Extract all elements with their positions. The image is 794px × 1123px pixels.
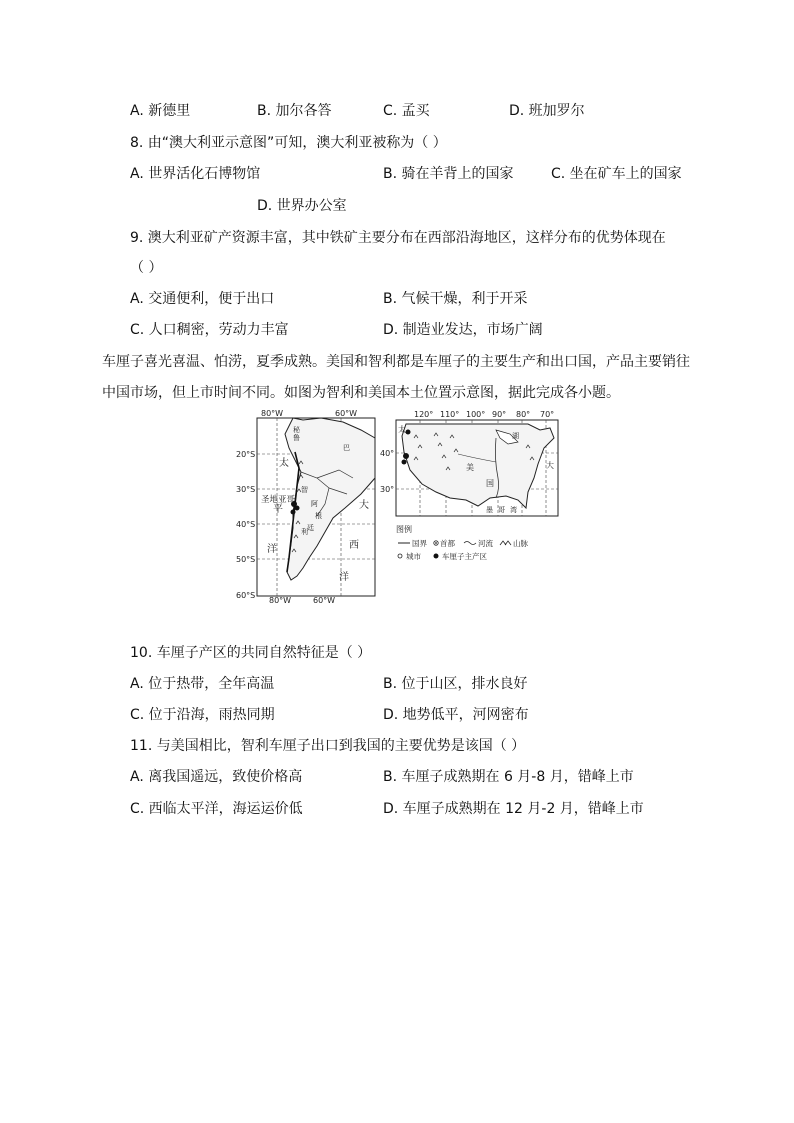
map-usa-lon-100: 100°: [466, 410, 486, 419]
legend-cherry-area: 车厘子主产区: [442, 552, 487, 561]
q10-option-d: D. 地势低平，河网密布: [383, 707, 529, 723]
map-usa: [378, 408, 563, 564]
q7-option-b: B. 加尔各答: [257, 103, 332, 119]
map-usa-lon-80: 80°: [516, 410, 531, 419]
q11-option-b: B. 车厘子成熟期在 6 月-8 月，错峰上市: [383, 769, 634, 785]
map-usa-gulf-1: 墨: [486, 506, 493, 514]
q9-stem-cont: （ ）: [130, 260, 163, 276]
q8-option-b: B. 骑在羊背上的国家: [383, 166, 514, 182]
q11-option-a: A. 离我国遥远，致使价格高: [130, 769, 303, 785]
q8-stem: 8. 由“澳大利亚示意图”可知，澳大利亚被称为（ ）: [130, 135, 447, 151]
map-legend: [398, 538, 528, 561]
map-chile-lon-bottom-2: 60°W: [313, 596, 336, 604]
map-usa-lat-40: 40°: [380, 449, 395, 458]
q9-stem: 9. 澳大利亚矿产资源丰富，其中铁矿主要分布在西部沿海地区，这样分布的优势体现在: [130, 230, 666, 246]
map-chile-label-li: 利: [301, 528, 308, 536]
map-usa-lon-70: 70°: [540, 410, 555, 419]
q9-option-c: C. 人口稠密，劳动力丰富: [130, 322, 289, 338]
map-usa-gulf-2: 哥: [498, 506, 505, 514]
map-chile-lat-20: 20°S: [236, 450, 256, 459]
q11-stem: 11. 与美国相比，智利车厘子出口到我国的主要优势是该国（ ）: [130, 738, 526, 754]
q10-option-b: B. 位于山区，排水良好: [383, 676, 528, 692]
map-chile-lat-30: 30°S: [236, 485, 256, 494]
map-chile-atlantic-1: 大: [359, 500, 369, 511]
legend-city: 城市: [406, 552, 421, 561]
map-chile-label-bi: 秘: [293, 426, 300, 434]
q9-option-b: B. 气候干燥，利于开采: [383, 291, 528, 307]
legend-capital: 首都: [440, 539, 455, 548]
q10-stem: 10. 车厘子产区的共同自然特征是（ ）: [130, 645, 372, 661]
legend-mountain: 山脉: [513, 539, 528, 548]
q10-option-c: C. 位于沿海，雨热同期: [130, 707, 275, 723]
map-chile: [233, 408, 383, 604]
q11-option-c: C. 西临太平洋，海运运价低: [130, 801, 303, 817]
map-usa-gulf-3: 湾: [510, 506, 517, 514]
q7-option-d: D. 班加罗尔: [509, 103, 585, 119]
q9-option-a: A. 交通便利，便于出口: [130, 291, 275, 307]
map-chile-ocean-3: 洋: [267, 544, 277, 555]
map-usa-country-2: 国: [486, 479, 494, 488]
map-chile-atlantic-3: 洋: [339, 572, 349, 583]
map-chile-label-lu: 鲁: [293, 434, 300, 442]
map-usa-lake: 湖: [512, 432, 519, 440]
map-legend-title: 图例: [396, 525, 412, 534]
q9-option-d: D. 制造业发达，市场广阔: [383, 322, 543, 338]
map-chile-lat-40: 40°S: [236, 520, 256, 529]
map-usa-lon-90: 90°: [492, 410, 507, 419]
map-usa-pacific: 太: [398, 425, 406, 434]
legend-border: 国界: [412, 539, 427, 548]
map-chile-atlantic-2: 西: [349, 540, 359, 551]
intro-line-2: 中国市场，但上市时间不同。如图为智利和美国本土位置示意图，据此完成各小题。: [102, 385, 620, 401]
q8-option-d: D. 世界办公室: [257, 198, 347, 214]
map-chile-lat-60: 60°S: [236, 591, 256, 600]
q7-option-c: C. 孟买: [383, 103, 430, 119]
q8-option-a: A. 世界活化石博物馆: [130, 166, 261, 182]
map-chile-lon-bottom-1: 80°W: [269, 596, 292, 604]
intro-line-1: 车厘子喜光喜温、怕涝，夏季成熟。美国和智利都是车厘子的主要生产和出口国，产品主要销往: [102, 354, 690, 370]
q8-option-c: C. 坐在矿车上的国家: [551, 166, 682, 182]
legend-river: 河流: [478, 539, 493, 548]
map-usa-lon-110: 110°: [440, 410, 460, 419]
q11-option-d: D. 车厘子成熟期在 12 月-2 月，错峰上市: [383, 801, 644, 817]
map-chile-label-zhi: 智: [301, 486, 308, 494]
map-usa-lon-120: 120°: [414, 410, 434, 419]
map-usa-country: 美: [466, 463, 474, 472]
map-chile-label-ting: 廷: [307, 524, 314, 532]
map-usa-lat-30: 30°: [380, 485, 395, 494]
map-chile-label-gen: 根: [315, 512, 322, 520]
map-chile-lon-top-2: 60°W: [335, 409, 358, 418]
q10-option-a: A. 位于热带，全年高温: [130, 676, 275, 692]
map-chile-lon-top-1: 80°W: [261, 409, 284, 418]
map-chile-city-santiago: 圣地亚哥: [261, 495, 296, 505]
map-chile-ocean-2: 平: [273, 504, 283, 515]
map-chile-ocean-1: 太: [279, 458, 289, 469]
q7-option-a: A. 新德里: [130, 103, 191, 119]
map-chile-label-ba: 巴: [343, 444, 350, 452]
map-chile-label-a: 阿: [311, 500, 318, 508]
map-usa-atlantic: 大: [546, 461, 554, 470]
map-chile-lat-50: 50°S: [236, 555, 256, 564]
